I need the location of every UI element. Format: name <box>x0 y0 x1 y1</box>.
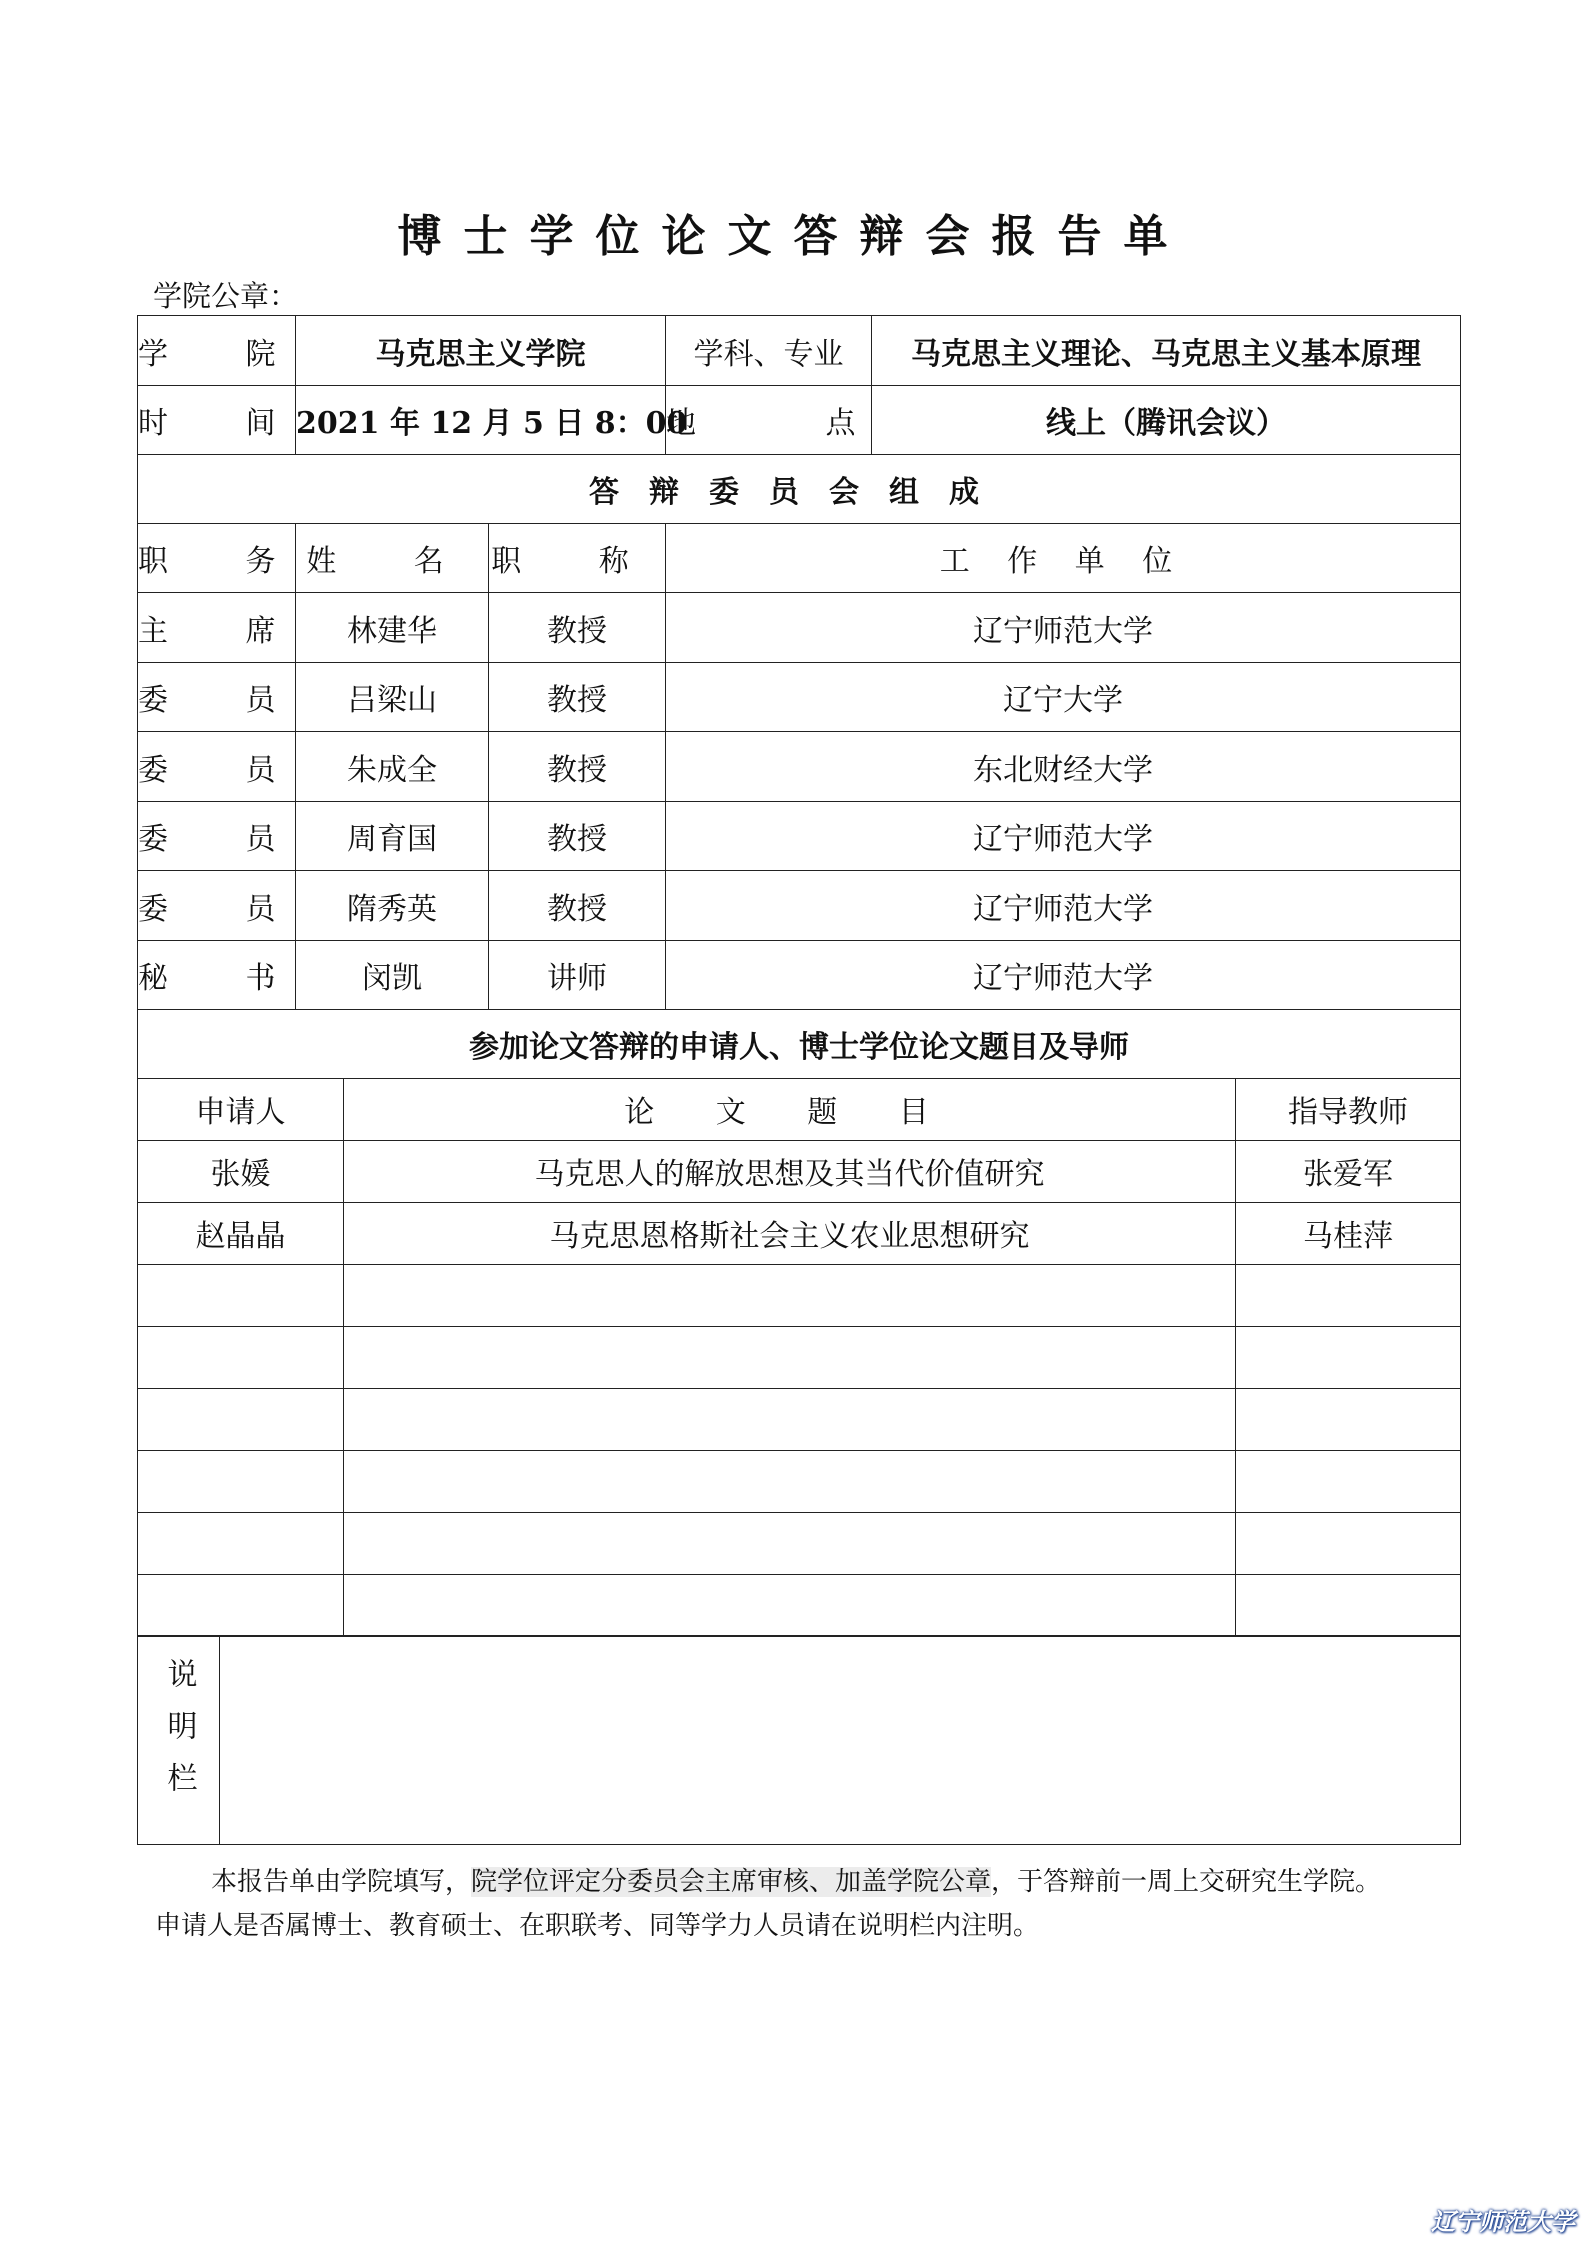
member-title: 讲师 <box>489 941 666 1010</box>
applicants-header-advisor: 指导教师 <box>1236 1078 1461 1140</box>
applicants-heading-row <box>138 1010 1461 1079</box>
college-row <box>138 316 1461 386</box>
committee-header-title: 职 称 <box>489 524 666 593</box>
time-value: 2021 年 12 月 5 日 8：00 <box>296 386 666 455</box>
member-role: 秘 书 <box>138 941 296 1010</box>
applicants-header-row <box>138 1078 1461 1140</box>
committee-row <box>138 732 1461 802</box>
applicant-name <box>138 1264 344 1326</box>
member-role: 委 员 <box>138 802 296 871</box>
footer-part-1: 本报告单由学院填写， <box>211 1867 472 1897</box>
advisor-name <box>1236 1388 1461 1450</box>
thesis-title <box>344 1574 1236 1636</box>
committee-row <box>138 593 1461 663</box>
footer-line-1 <box>155 1860 1460 1904</box>
committee-row <box>138 663 1461 732</box>
thesis-title <box>344 1264 1236 1326</box>
advisor-name <box>1236 1512 1461 1574</box>
info-committee-table <box>137 315 1461 1079</box>
report-form <box>137 315 1460 1845</box>
applicant-name <box>138 1450 344 1512</box>
member-title: 教授 <box>489 732 666 802</box>
committee-row <box>138 941 1461 1010</box>
notes-row <box>138 1636 1461 1845</box>
subject-label: 学科、专业 <box>666 316 872 386</box>
notes-value <box>220 1636 1461 1845</box>
member-unit: 辽宁师范大学 <box>666 802 1461 871</box>
place-value: 线上（腾讯会议） <box>872 386 1461 455</box>
member-title: 教授 <box>489 871 666 941</box>
notes-label: 说明栏 <box>161 1658 197 1814</box>
applicant-row <box>138 1202 1461 1264</box>
applicant-name: 赵晶晶 <box>138 1202 344 1264</box>
footer-note <box>155 1860 1460 1948</box>
thesis-title: 马克思恩格斯社会主义农业思想研究 <box>344 1202 1236 1264</box>
college-value: 马克思主义学院 <box>296 316 666 386</box>
applicant-row-empty <box>138 1326 1461 1388</box>
applicant-row-empty <box>138 1574 1461 1636</box>
college-seal-label: 学院公章： <box>153 279 299 313</box>
member-name: 朱成全 <box>296 732 489 802</box>
member-name: 吕梁山 <box>296 663 489 732</box>
thesis-title <box>344 1450 1236 1512</box>
committee-heading-row <box>138 455 1461 524</box>
applicant-name <box>138 1512 344 1574</box>
time-label: 时 间 <box>138 386 296 455</box>
thesis-title: 马克思人的解放思想及其当代价值研究 <box>344 1140 1236 1202</box>
notes-table <box>137 1635 1461 1845</box>
member-title: 教授 <box>489 663 666 732</box>
member-name: 闵凯 <box>296 941 489 1010</box>
university-watermark: 辽宁师范大学 <box>1431 2208 1575 2236</box>
footer-part-3: ，于答辩前一周上交研究生学院。 <box>991 1867 1382 1897</box>
thesis-title <box>344 1388 1236 1450</box>
advisor-name: 张爱军 <box>1236 1140 1461 1202</box>
committee-header-unit: 工 作 单 位 <box>666 524 1461 593</box>
time-row <box>138 386 1461 455</box>
member-unit: 辽宁师范大学 <box>666 941 1461 1010</box>
place-label: 地 点 <box>666 386 872 455</box>
member-role: 委 员 <box>138 871 296 941</box>
member-unit: 辽宁师范大学 <box>666 593 1461 663</box>
committee-header-name: 姓 名 <box>296 524 489 593</box>
committee-header-row <box>138 524 1461 593</box>
applicants-table <box>137 1078 1461 1637</box>
applicant-row-empty <box>138 1264 1461 1326</box>
committee-row <box>138 871 1461 941</box>
page-title: 博士学位论文答辩会报告单 <box>397 211 1190 262</box>
advisor-name <box>1236 1574 1461 1636</box>
applicant-name <box>138 1574 344 1636</box>
advisor-name <box>1236 1264 1461 1326</box>
member-name: 周育国 <box>296 802 489 871</box>
committee-heading: 答辩委员会组成 <box>138 455 1461 524</box>
applicants-header-name: 申请人 <box>138 1078 344 1140</box>
applicant-name: 张媛 <box>138 1140 344 1202</box>
footer-highlight: 院学位评定分委员会主席审核、加盖学院公章 <box>471 1867 992 1897</box>
applicant-name <box>138 1388 344 1450</box>
applicants-header-thesis: 论 文 题 目 <box>344 1078 1236 1140</box>
member-role: 主 席 <box>138 593 296 663</box>
applicant-row-empty <box>138 1512 1461 1574</box>
applicant-row-empty <box>138 1450 1461 1512</box>
member-unit: 辽宁大学 <box>666 663 1461 732</box>
member-unit: 辽宁师范大学 <box>666 871 1461 941</box>
member-role: 委 员 <box>138 663 296 732</box>
advisor-name: 马桂萍 <box>1236 1202 1461 1264</box>
footer-line-2: 申请人是否属博士、教育硕士、在职联考、同等学力人员请在说明栏内注明。 <box>155 1911 1040 1941</box>
notes-label-cell <box>138 1636 220 1845</box>
applicant-row-empty <box>138 1388 1461 1450</box>
applicant-name <box>138 1326 344 1388</box>
applicants-heading: 参加论文答辩的申请人、博士学位论文题目及导师 <box>138 1010 1461 1079</box>
subject-value: 马克思主义理论、马克思主义基本原理 <box>872 316 1461 386</box>
thesis-title <box>344 1326 1236 1388</box>
committee-header-role: 职 务 <box>138 524 296 593</box>
applicant-row <box>138 1140 1461 1202</box>
thesis-title <box>344 1512 1236 1574</box>
member-title: 教授 <box>489 593 666 663</box>
member-unit: 东北财经大学 <box>666 732 1461 802</box>
advisor-name <box>1236 1326 1461 1388</box>
member-name: 林建华 <box>296 593 489 663</box>
member-title: 教授 <box>489 802 666 871</box>
member-role: 委 员 <box>138 732 296 802</box>
advisor-name <box>1236 1450 1461 1512</box>
committee-row <box>138 802 1461 871</box>
member-name: 隋秀英 <box>296 871 489 941</box>
college-label: 学 院 <box>138 316 296 386</box>
